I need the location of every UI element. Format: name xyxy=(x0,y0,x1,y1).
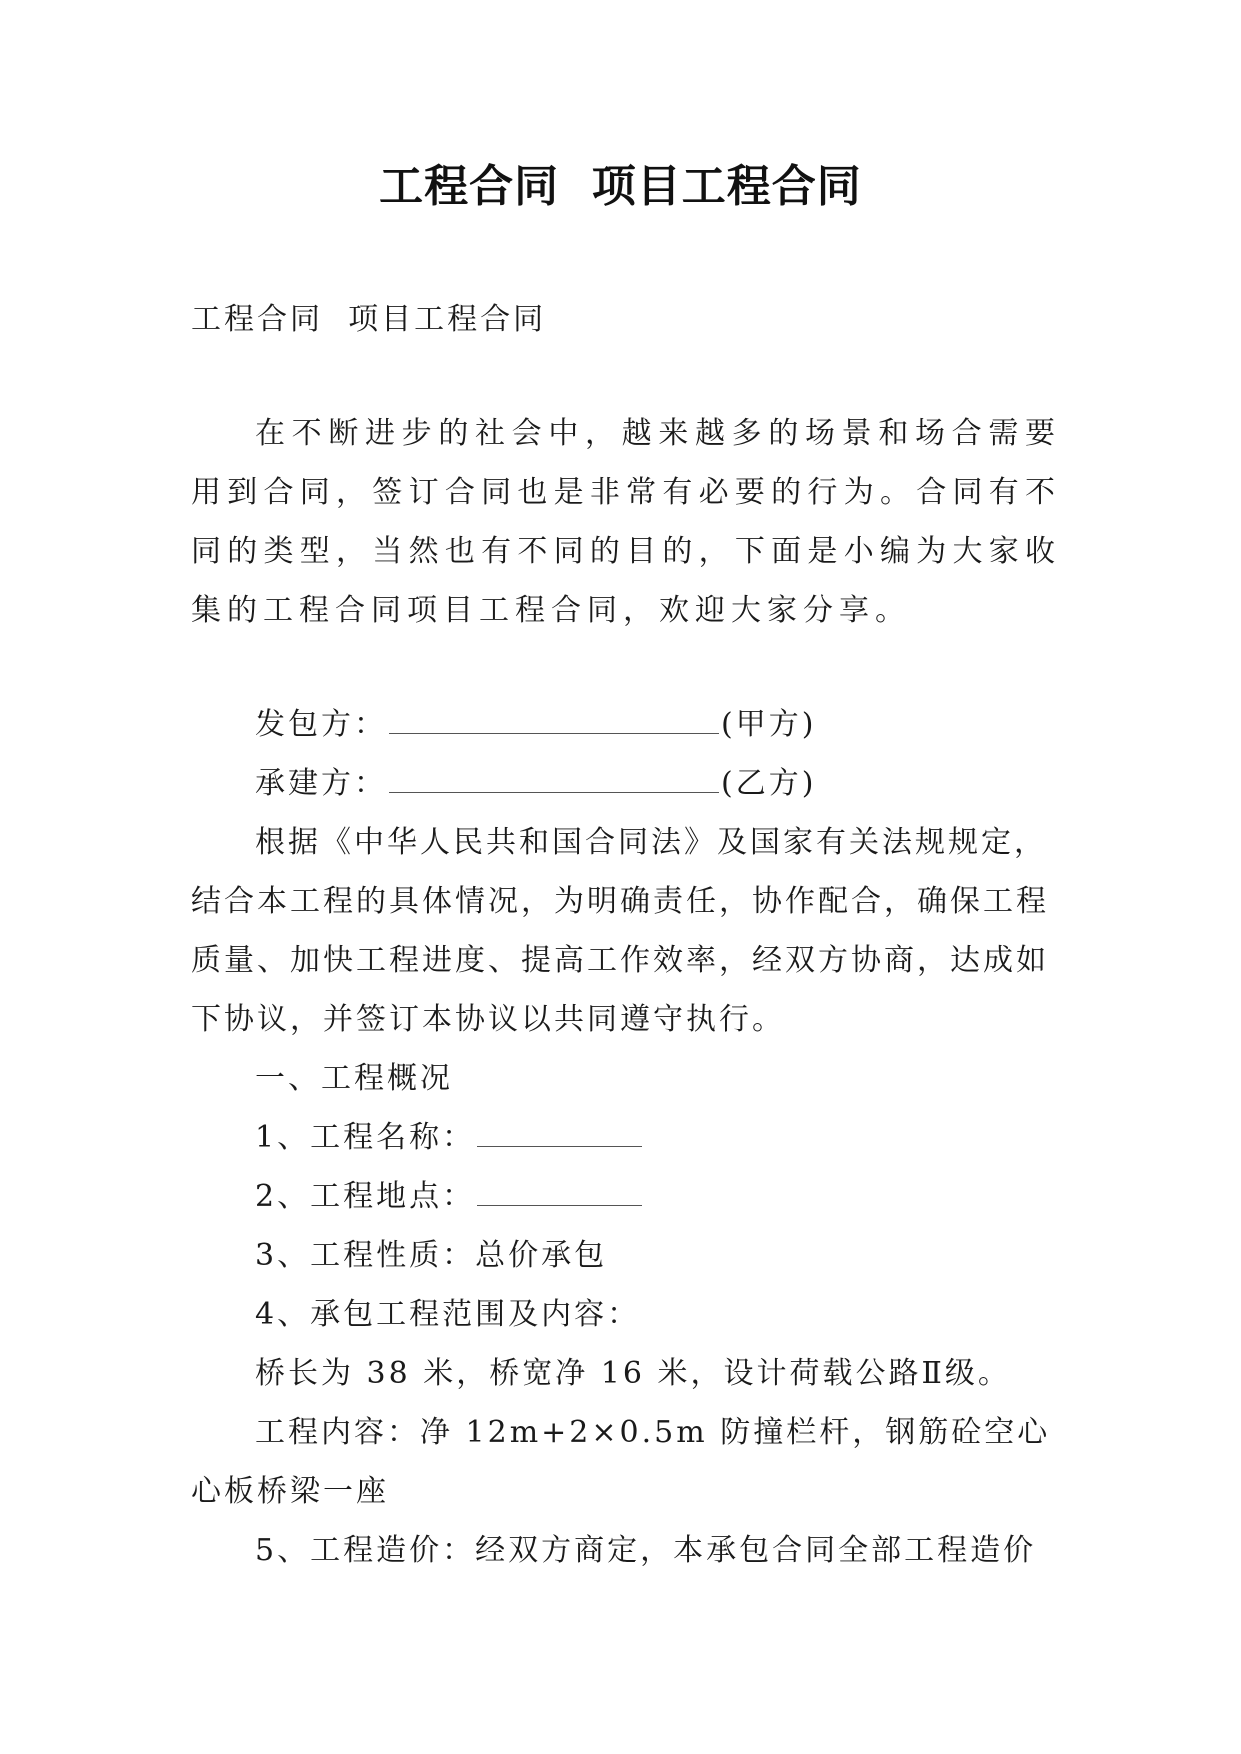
intro-paragraph: 在不断进步的社会中，越来越多的场景和场合需要用到合同，签订合同也是非常有必要的行为。合同有不同的类型，当然也有不同的目的，下面是小编为大家收集的工程合同项目工程合同，欢迎大家分享。 xyxy=(191,416,1061,628)
party-b-suffix: (乙方) xyxy=(721,766,817,801)
document-body xyxy=(191,290,1061,1580)
party-b-blank xyxy=(389,762,719,793)
item5-line: 5、工程造价：经双方商定，本承包合同全部工程造价 xyxy=(255,1533,1037,1568)
item2-label: 2、工程地点： xyxy=(255,1179,476,1214)
party-a-blank xyxy=(389,703,719,734)
party-a-line xyxy=(191,695,1061,754)
party-a-label: 发包方： xyxy=(255,707,387,742)
bridge-spec-line: 桥长为 38 米，桥宽净 16 米，设计荷载公路Ⅱ级。 xyxy=(255,1356,1011,1391)
item4-line: 4、承包工程范围及内容： xyxy=(255,1297,641,1332)
item3-line: 3、工程性质：总价承包 xyxy=(255,1238,608,1273)
item2-line xyxy=(191,1167,1061,1226)
party-b-line xyxy=(191,754,1061,813)
item1-blank xyxy=(477,1116,642,1147)
document-subtitle: 工程合同 项目工程合同 xyxy=(191,302,547,337)
party-a-suffix: (甲方) xyxy=(721,707,817,742)
item1-line xyxy=(191,1108,1061,1167)
works-paragraph: 工程内容：净 12m+2×0.5m 防撞栏杆，钢筋砼空心心板桥梁一座 xyxy=(191,1415,1051,1509)
basis-paragraph: 根据《中华人民共和国合同法》及国家有关法规规定，结合本工程的具体情况，为明确责任，协作配合，确保工程质量、加快工程进度、提高工作效率，经双方协商，达成如下协议，并签订本协议以共同遵守执行。 xyxy=(191,825,1049,1037)
item2-blank xyxy=(477,1175,642,1206)
item1-label: 1、工程名称： xyxy=(255,1120,476,1155)
section1-heading: 一、工程概况 xyxy=(255,1061,453,1096)
party-b-label: 承建方： xyxy=(255,766,387,801)
document-title: 工程合同 项目工程合同 xyxy=(379,161,862,212)
